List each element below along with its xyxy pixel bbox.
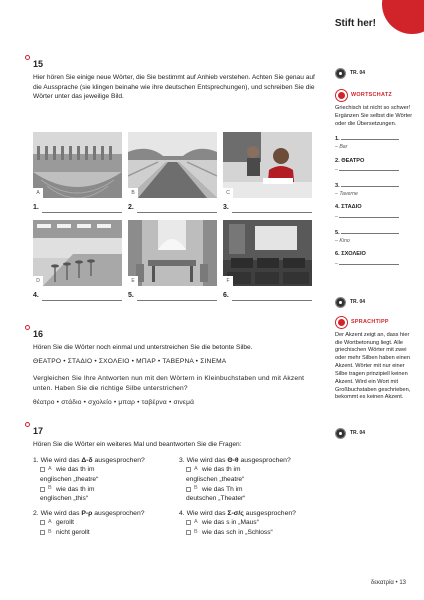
option-b[interactable]: B wie das Th im <box>179 485 324 495</box>
exercise-number: 16 <box>33 328 323 341</box>
checkbox[interactable] <box>186 467 191 472</box>
photo-cinema: F <box>223 220 312 286</box>
checkbox[interactable] <box>40 487 45 492</box>
tip-text: Der Akzent zeigt an, dass hier die Wortbetonung liegt. Alle griechischen Wörter mit zwei oder mehr Silben haben einen Akzent. Wörter mit nur einer Silbe tragen prinzipiell keinen Akzent. Wird ein Wort mit Großbuchstaben geschrieben, bekommt es keinen Akzent. <box>335 331 411 401</box>
vocab-item-5[interactable]: 5. – Kino <box>335 228 415 245</box>
question-1: 1. Wie wird das Δ-δ ausgesprochen? A wie das th im englischen „theatre“ B wie das th im englischen „this“ <box>33 456 173 504</box>
cd-icon <box>335 68 346 79</box>
exercise-instructions: Hier hören Sie einige neue Wörter, die Sie bestimmt auf Anhieb verstehen. Achten Sie genau auf die Aussprache (sie klingen beinahe wie ihre deutschen Entsprechungen), und schreiben Sie die Wörter unter das jeweilige Bild. <box>33 74 315 101</box>
option-a[interactable]: A wie das th im <box>33 465 173 475</box>
answer-line <box>339 165 399 171</box>
page-header <box>0 0 424 40</box>
audio-track-2[interactable]: TR. 04 <box>335 297 415 308</box>
photo-school: C <box>223 132 312 198</box>
question-2: 2. Wie wird das Ρ-ρ ausgesprochen? A gerollt B nicht gerollt <box>33 509 173 538</box>
red-corner-circle <box>382 0 424 34</box>
audio-track-1[interactable]: TR. 04 <box>335 68 415 79</box>
vocab-item-4[interactable]: 4. ΣΤΑΔΙΟ – <box>335 204 415 222</box>
vocab-item-3[interactable]: 3. – Taverne <box>335 181 415 198</box>
question-grid <box>33 456 323 543</box>
audio-dot-icon <box>25 325 30 330</box>
answer-line <box>42 293 122 301</box>
question-3: 3. Wie wird das Θ-θ ausgesprochen? A wie das th im englischen „theatre“ B wie das Th im deutschen „Theater“ <box>179 456 324 504</box>
answer-line <box>137 205 217 213</box>
checkbox[interactable] <box>40 467 45 472</box>
checkbox[interactable] <box>186 530 191 535</box>
answer-line <box>137 293 217 301</box>
audio-track-3[interactable]: TR. 04 <box>335 428 415 439</box>
answer-line <box>232 293 312 301</box>
option-a[interactable]: A wie das th im <box>179 465 324 475</box>
cd-icon <box>335 428 346 439</box>
checkbox[interactable] <box>40 520 45 525</box>
cd-icon <box>335 297 346 308</box>
vocab-header: WORTSCHATZ <box>335 89 415 102</box>
answer-line <box>339 212 399 218</box>
vocab-item-6[interactable]: 6. ΣΧΟΛΕΙΟ – <box>335 251 415 269</box>
answer-4[interactable]: 4. <box>33 291 122 301</box>
compare-text: Vergleichen Sie Ihre Antworten nun mit den Wörtern in Kleinbuchstaben und mit Akzent unten. Haben Sie die richtige Silbe unterstrichen? <box>33 375 305 392</box>
abc-badge-icon <box>335 89 348 102</box>
answer-3[interactable]: 3. <box>223 203 312 213</box>
audio-dot-icon <box>25 55 30 60</box>
photo-theatre: A <box>33 132 122 198</box>
page-number: δεκατρία • 13 <box>370 580 406 587</box>
question-4: 4. Wie wird das Σ-σ/ς ausgesprochen? A wie das s in „Maus“ B wie das sch in „Schloss“ <box>179 509 324 538</box>
greek-caps-words: ΘΕΑΤΡΟ • ΣΤΑΔΙΟ • ΣΧΟΛΕΙΟ • ΜΠΑΡ • ΤΑΒΕΡΝΑ • ΣΙΝΕΜΑ <box>33 357 227 365</box>
checkbox[interactable] <box>40 530 45 535</box>
answer-line <box>341 134 399 140</box>
exercise-instructions: Hören Sie die Wörter noch einmal und unterstreichen Sie die betonte Silbe. <box>33 344 253 352</box>
option-b[interactable]: B wie das sch in „Schloss“ <box>179 528 324 538</box>
checkbox[interactable] <box>186 520 191 525</box>
answer-1[interactable]: 1. <box>33 203 122 213</box>
option-b[interactable]: B nicht gerollt <box>33 528 173 538</box>
answer-5[interactable]: 5. <box>128 291 217 301</box>
exercise-16 <box>33 328 323 408</box>
vocab-item-1[interactable]: 1. – Bar <box>335 134 415 151</box>
exercise-17 <box>33 425 323 543</box>
checkbox[interactable] <box>186 487 191 492</box>
tip-header: SPRACHTIPP <box>335 316 415 329</box>
page-title: Stift her! <box>334 18 376 29</box>
sidebar <box>335 68 415 439</box>
photo-grid <box>33 132 313 306</box>
exercise-15 <box>33 58 323 102</box>
answer-line <box>42 205 122 213</box>
photo-bar: D <box>33 220 122 286</box>
answer-6[interactable]: 6. <box>223 291 312 301</box>
greek-lower-words: θέατρο • στάδιο • σχολείο • μπαρ • ταβέρνα • σινεμά <box>33 399 195 407</box>
option-a[interactable]: A gerollt <box>33 518 173 528</box>
answer-2[interactable]: 2. <box>128 203 217 213</box>
tip-badge-icon <box>335 316 348 329</box>
option-b[interactable]: B wie das th im <box>33 485 173 495</box>
option-a[interactable]: A wie das s in „Maus“ <box>179 518 324 528</box>
photo-stadium: B <box>128 132 217 198</box>
photo-taverna: E <box>128 220 217 286</box>
answer-line <box>341 181 399 187</box>
exercise-instructions: Hören Sie die Wörter ein weiteres Mal und beantworten Sie die Fragen: <box>33 441 242 449</box>
exercise-number: 15 <box>33 58 323 71</box>
vocab-item-2[interactable]: 2. ΘΕΑΤΡΟ – <box>335 158 415 176</box>
vocab-text: Griechisch ist nicht so schwer! Ergänzen Sie selbst die Wörter oder die Übersetzungen. <box>335 105 413 127</box>
answer-line <box>232 205 312 213</box>
audio-dot-icon <box>25 422 30 427</box>
answer-line <box>339 259 399 265</box>
exercise-number: 17 <box>33 425 323 438</box>
answer-line <box>341 228 399 234</box>
